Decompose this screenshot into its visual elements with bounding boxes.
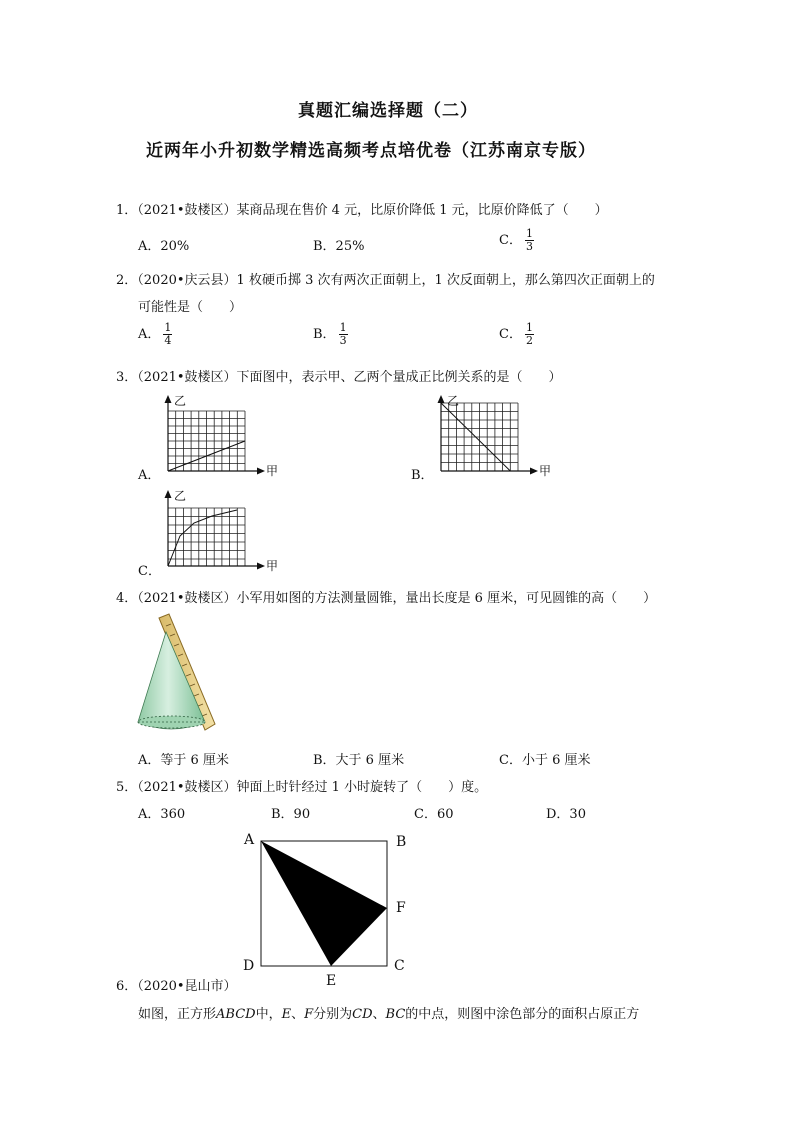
- option-c: C．小于 6 厘米: [499, 753, 591, 768]
- page-subtitle: 近两年小升初数学精选高频考点培优卷（江苏南京专版）: [146, 141, 596, 161]
- fraction: $\frac{1}{4}$: [164, 321, 172, 347]
- option-c: C．: [138, 564, 161, 579]
- question-text: 1 枚硬币掷 3 次有两次正面朝上，1 次反面朝上，那么第四次正面朝上的: [236, 273, 655, 288]
- question-6-text: 如图，正方形ABCD中，E、F分别为CD、BC的中点，则图中涂色部分的面积占原正方: [138, 1007, 640, 1022]
- option-label: C．: [499, 233, 522, 248]
- label-a: A: [244, 832, 255, 848]
- question-number: 2．: [116, 273, 138, 288]
- question-number: 5．: [116, 780, 138, 795]
- option-b: B．大于 6 厘米: [313, 753, 405, 768]
- option-b: B． $\frac{1}{3}$: [313, 321, 347, 347]
- question-source: （2020•庆云县）: [137, 273, 237, 288]
- x-arrow: [530, 468, 538, 475]
- shaded-triangle: [261, 841, 387, 966]
- y-arrow: [165, 395, 172, 403]
- graph-b: [425, 393, 555, 478]
- fraction: $\frac{1}{2}$: [525, 321, 533, 347]
- question-2: [116, 269, 655, 288]
- question-source: （2021•鼓楼区）: [137, 591, 237, 606]
- y-axis-label: 乙: [174, 394, 187, 408]
- option-a: A． $\frac{1}{4}$: [138, 321, 172, 347]
- cone-ruler-figure: [133, 612, 223, 738]
- grid: [441, 403, 518, 471]
- label-e: E: [326, 973, 337, 989]
- x-axis-label: 甲: [266, 464, 279, 478]
- y-axis-label: 乙: [174, 489, 187, 503]
- question-source: （2021•鼓楼区）: [137, 780, 237, 795]
- option-a: A．等于 6 厘米: [138, 753, 229, 768]
- y-axis-label: 乙: [447, 394, 460, 408]
- question-number: 4．: [116, 591, 138, 606]
- question-text: 小军用如图的方法测量圆锥，量出长度是 6 厘米，可见圆锥的高（ ）: [236, 591, 657, 606]
- label-f: F: [396, 900, 406, 916]
- label-b: B: [396, 834, 407, 850]
- option-c: C． $\frac{1}{2}$: [499, 321, 533, 347]
- fraction: $\frac{1}{3}$: [525, 227, 533, 253]
- option-c: [499, 228, 534, 253]
- x-axis-label: 甲: [539, 464, 552, 478]
- question-3: [116, 366, 562, 385]
- graph-c: [152, 488, 282, 573]
- question-number: 1．: [116, 203, 138, 218]
- y-arrow: [438, 395, 445, 403]
- question-text: 钟面上时针经过 1 小时旋转了（ ）度。: [236, 780, 488, 795]
- x-arrow: [257, 563, 265, 570]
- label-c: C: [394, 958, 405, 974]
- label-d: D: [243, 958, 255, 974]
- fraction: $\frac{1}{3}$: [339, 321, 347, 347]
- option-b: B．90: [271, 807, 311, 822]
- grid: [168, 411, 245, 471]
- square-figure: [236, 828, 416, 990]
- option-c: C．60: [414, 807, 454, 822]
- question-text: 下面图中，表示甲、乙两个量成正比例关系的是（ ）: [236, 370, 562, 385]
- question-5: [116, 776, 487, 795]
- question-number: 6．: [116, 979, 138, 994]
- option-a: A．: [138, 468, 161, 483]
- question-2-continued: 可能性是（ ）: [138, 300, 243, 315]
- graph-line: [168, 510, 237, 566]
- graph-a: [152, 393, 282, 478]
- option-a: A．360: [138, 807, 186, 822]
- x-arrow: [257, 468, 265, 475]
- page-title: 真题汇编选择题（二）: [298, 101, 478, 121]
- question-4: [116, 587, 656, 606]
- question-source: （2020•昆山市）: [137, 979, 237, 994]
- question-source: （2021•鼓楼区）: [137, 370, 237, 385]
- question-1: [116, 199, 608, 218]
- y-arrow: [165, 490, 172, 498]
- option-b: B．25%: [313, 239, 365, 254]
- question-number: 3．: [116, 370, 138, 385]
- question-text: 某商品现在售价 4 元，比原价降低 1 元，比原价降低了（ ）: [236, 203, 608, 218]
- option-b: B．: [411, 468, 434, 483]
- option-a: A．20%: [138, 239, 190, 254]
- question-6: [116, 975, 237, 994]
- x-axis-label: 甲: [266, 559, 279, 573]
- option-d: D．30: [546, 807, 586, 822]
- question-source: （2021•鼓楼区）: [137, 203, 237, 218]
